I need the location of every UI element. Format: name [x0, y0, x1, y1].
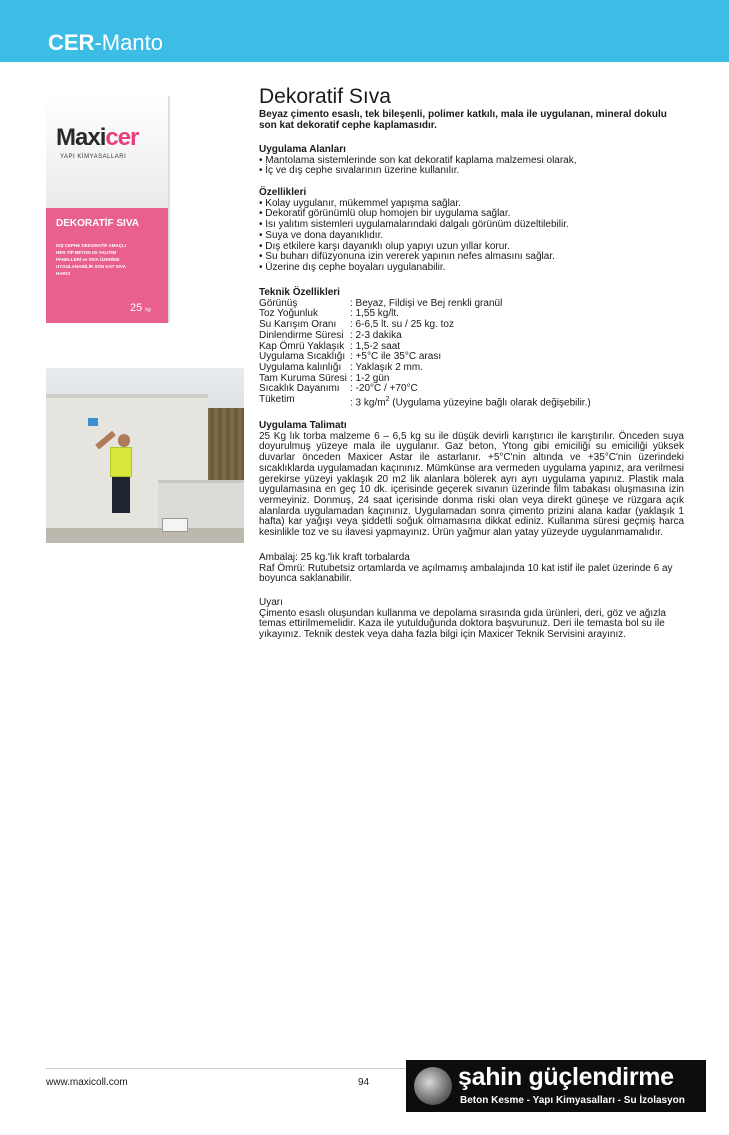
spec-value: : 1,55 kg/lt.: [350, 308, 399, 320]
spec-value: : 1,5-2 saat: [350, 340, 401, 352]
instructions-body: 25 Kg lık torba malzeme 6 – 6,5 kg su ile düşük devirli karıştırıcı ile karıştırılır. Önceden suya doyurulmuş yüzeye mala ile uygulanır. Gaz beton, Ytong gibi emiciliği su emiciliği yüksek duvarlar önceden Maxicer Astar ile astarlanır. +5°C'nin altında ve +35°C'nin üzerindeki sıcaklıklarda uygulamadan kaçınınız. Mümkünse ara vermeden uygulama yapınız, ara verilmesi gerekirse yüzeyi yaklaşık 20 m2 lik alanlara bölerek ayrı ayrı uygulama yapınız. Plastik mala uygulamasına en geç 10 dk. içerisinde geçerek sıvanın üzerinde film tabakası oluşmasına izin vermeyiniz. Donmuş, 24 saat içerisinde donma riski olan veya direkt güneşe ve rüzgara açık alanlarda uygulamadan kaçınınız. Uygulamadan sonra çimento prizini alana kadar (yaklaşık 1 hafta) kar yağışı veya şiddetli soğuk olmamasına dikkat ediniz. Kullanma süresi geçmiş harca kesinlikle toz ve su ilavesi yapmayınız. Ürün yağmur alan yatay yüzeyde uygulanmamalıdır.: [259, 430, 684, 539]
spec-label: Sıcaklık Dayanımı: [259, 383, 340, 395]
spec-row: [259, 299, 684, 310]
technical-heading: Teknik Özellikleri: [259, 287, 340, 298]
spec-label: Dinlendirme Süresi: [259, 329, 344, 341]
feature-item: • Isı yalıtım sistemleri uygulamalarındaki dalgalı görünüm düzeltilebilir.: [259, 219, 569, 231]
spec-value: : 1-2 gün: [350, 372, 390, 384]
bucket: [162, 518, 188, 532]
page-number: 94: [358, 1077, 370, 1088]
application-area-item: • İç ve dış cephe sıvalarının üzerine kullanılır.: [259, 165, 460, 177]
feature-item: • Su buharı difüzyonuna izin vererek yapının nefes almasını sağlar.: [259, 251, 555, 263]
spec-row-consumption: [259, 395, 684, 409]
spec-label: Uygulama kalınlığı: [259, 361, 342, 373]
consumption-note: (Uygulama yüzeyine bağlı olarak değişebilir.): [389, 397, 591, 409]
feature-item: • Üzerine dış cephe boyaları uygulanabilir.: [259, 261, 446, 273]
bag-weight: [130, 302, 151, 314]
header-brand-rest: -Manto: [94, 30, 163, 55]
bag-description: DIŞ CEPHE DEKORATİF AMAÇLI HER TİP BETON ISI YALITIM PANELLERİ ve SIVA ÜZERİNE UYGULANABİLİR SON KAT SIVA HARCI: [56, 243, 127, 276]
watermark-banner: [406, 1060, 706, 1112]
watermark-name: şahin güçlendirme: [458, 1063, 674, 1091]
footer-url[interactable]: www.maxicoll.com: [46, 1077, 128, 1088]
shelf-life: Raf Ömrü: Rutubetsiz ortamlarda ve açılmamış ambalajında 10 kat istif ile palet üzerinde 6 ay boyunca saklanabilir.: [259, 562, 673, 585]
spec-value: : 6-6,5 lt. su / 25 kg. toz: [350, 319, 454, 331]
warning-section: [259, 598, 684, 641]
application-photo: [46, 368, 244, 543]
product-bag-image: [46, 96, 170, 323]
spec-value: : Beyaz, Fildişi ve Bej renkli granül: [350, 297, 503, 309]
intro-text: Beyaz çimento esaslı, tek bileşenli, polimer katkılı, mala ile uygulanan, mineral dokulu son kat dekoratif cephe kaplamasıdır.: [259, 109, 667, 131]
spec-label: Uygulama Sıcaklığı: [259, 351, 346, 363]
spec-row: [259, 331, 684, 342]
product-title: Dekoratif Sıva: [259, 85, 391, 108]
worker-head: [118, 434, 130, 447]
application-areas-heading: Uygulama Alanları: [259, 144, 346, 155]
trowel: [88, 418, 98, 426]
spec-label: Tüketim: [259, 394, 295, 406]
packaging-line: Ambalaj: 25 kg.'lık kraft torbalarda: [259, 552, 410, 563]
bag-weight-value: 25: [130, 302, 143, 314]
worker-legs: [112, 477, 130, 513]
spec-row: [259, 384, 684, 395]
application-area-item: • Mantolama sistemlerinde son kat dekoratif kaplama malzemesi olarak,: [259, 154, 577, 166]
spec-value: : +5°C ile 35°C arası: [350, 351, 442, 363]
bag-logo-sub: YAPI KİMYASALLARI: [60, 154, 127, 160]
header-band: [0, 0, 729, 62]
spec-value: : Yaklaşık 2 mm.: [350, 361, 423, 373]
bag-logo-accent: cer: [105, 124, 139, 151]
emblem-icon: [414, 1067, 452, 1105]
consumption-sup: 2: [385, 396, 390, 404]
instructions-heading: Uygulama Talimatı: [259, 420, 347, 431]
photo-ground: [46, 528, 244, 543]
spec-value: : 2-3 dakika: [350, 329, 402, 341]
page-header-title: [48, 30, 163, 56]
footer-divider: [46, 1068, 406, 1069]
warning-body: Çimento esaslı oluşundan kullanma ve depolama sırasında gıda ürünleri, deri, göz ve ağızla temas ettirilmemelidir. Kaza ile yutulduğunda doktora başvurunuz. Deri ile temasta bol su ile yıkayınız. Teknik destek veya daha fazla bilgi için Maxicer Teknik Servisini arayınız.: [259, 607, 666, 641]
worker-vest: [110, 447, 132, 477]
warning-heading: Uyarı: [259, 597, 283, 608]
spec-label: Tam Kuruma Süresi: [259, 372, 347, 384]
spec-label: Su Karışım Oranı: [259, 319, 337, 331]
instructions-section: [259, 421, 684, 539]
features-heading: Özellikleri: [259, 187, 307, 198]
spec-label: Görünüş: [259, 297, 298, 309]
bag-product-name: DEKORATİF SIVA: [56, 218, 139, 229]
feature-item: • Dış etkilere karşı dayanıklı olup yapıyı uzun yıllar korur.: [259, 240, 510, 252]
feature-item: • Dekoratif görünümlü olup homojen bir uygulama sağlar.: [259, 208, 511, 220]
feature-item: • Suya ve dona dayanıklıdır.: [259, 229, 384, 241]
features-section: [259, 188, 684, 274]
spec-value: [350, 395, 591, 409]
watermark-tagline: Beton Kesme - Yapı Kimyasalları - Su İzolasyon: [460, 1095, 685, 1106]
consumption-value: : 3 kg/m: [350, 397, 386, 409]
spec-label: Toz Yoğunluk: [259, 308, 318, 320]
bag-top: [46, 96, 170, 208]
technical-section: [259, 288, 684, 409]
header-brand-bold: CER: [48, 30, 95, 55]
bag-logo: [56, 124, 138, 152]
bag-weight-unit: kg: [145, 307, 151, 313]
application-areas-section: [259, 145, 684, 177]
feature-item: • Kolay uygulanır, mükemmel yapışma sağlar.: [259, 197, 461, 209]
packaging-section: [259, 553, 684, 585]
spec-label: Kap Ömrü Yaklaşık: [259, 340, 345, 352]
spec-value: : -20°C / +70°C: [350, 383, 418, 395]
bag-logo-main: Maxi: [56, 124, 106, 151]
